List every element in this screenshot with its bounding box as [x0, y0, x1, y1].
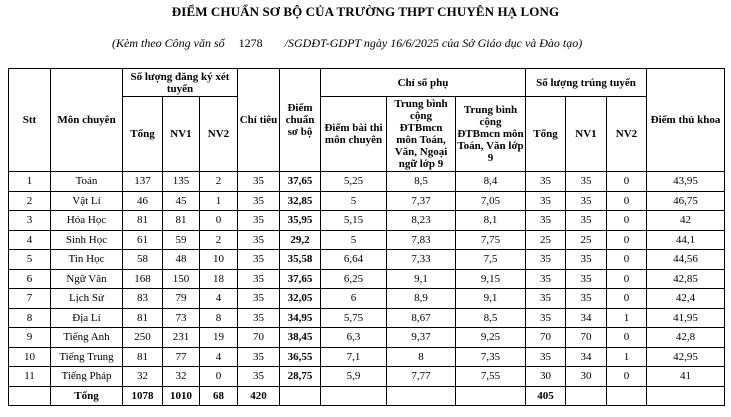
total-tong: 1078	[123, 386, 163, 405]
cell-diem-bai-thi: 5,25	[321, 172, 387, 192]
total-label: Tổng	[51, 386, 123, 405]
cell-trung-tuyen-tong: 35	[526, 347, 566, 367]
header-mon-chuyen: Môn chuyên	[51, 69, 123, 172]
cell-dang-ky-nv2: 1	[200, 191, 238, 211]
cell-chi-tieu: 35	[238, 347, 280, 367]
cell-trung-tuyen-nv2: 0	[607, 211, 647, 231]
cell-stt: 2	[9, 191, 51, 211]
total-nv2: 68	[200, 386, 238, 405]
header-diem-bai-thi: Điểm bài thi môn chuyên	[321, 97, 387, 172]
total-empty	[387, 386, 456, 405]
header-tong: Tổng	[123, 97, 163, 172]
cell-trung-tuyen-nv1: 34	[566, 308, 607, 328]
cell-tb-3-mon: 7,37	[387, 191, 456, 211]
cell-diem-chuan: 32,85	[280, 191, 321, 211]
cell-trung-tuyen-nv2: 0	[607, 230, 647, 250]
score-table	[8, 68, 725, 406]
cell-trung-tuyen-nv1: 35	[566, 172, 607, 192]
cell-dang-ky-nv2: 2	[200, 230, 238, 250]
cell-tb-3-mon: 9,37	[387, 328, 456, 348]
cell-tb-3-mon: 8,67	[387, 308, 456, 328]
cell-dang-ky-nv2: 4	[200, 289, 238, 309]
cell-mon-chuyen: Vật Lí	[51, 191, 123, 211]
cell-chi-tieu: 70	[238, 328, 280, 348]
cell-stt: 9	[9, 328, 51, 348]
cell-mon-chuyen: Tiếng Pháp	[51, 367, 123, 387]
cell-tb-3-mon: 7,33	[387, 250, 456, 270]
cell-dang-ky-nv1: 135	[163, 172, 200, 192]
cell-trung-tuyen-tong: 35	[526, 269, 566, 289]
cell-stt: 8	[9, 308, 51, 328]
cell-stt: 5	[9, 250, 51, 270]
cell-dang-ky-nv1: 32	[163, 367, 200, 387]
cell-tb-3-mon: 8	[387, 347, 456, 367]
document-number: 1278	[238, 36, 263, 50]
cell-stt: 1	[9, 172, 51, 192]
cell-trung-tuyen-tong: 35	[526, 172, 566, 192]
cell-chi-tieu: 35	[238, 269, 280, 289]
cell-thu-khoa: 42,85	[647, 269, 725, 289]
cell-mon-chuyen: Tiếng Trung	[51, 347, 123, 367]
header-chi-tieu: Chỉ tiêu	[238, 69, 280, 172]
cell-diem-bai-thi: 5,75	[321, 308, 387, 328]
total-chi-tieu: 420	[238, 386, 280, 405]
cell-chi-tieu: 35	[238, 308, 280, 328]
cell-trung-tuyen-tong: 35	[526, 289, 566, 309]
cell-trung-tuyen-nv2: 0	[607, 191, 647, 211]
cell-dang-ky-nv1: 77	[163, 347, 200, 367]
cell-dang-ky-tong: 58	[123, 250, 163, 270]
cell-mon-chuyen: Địa Lí	[51, 308, 123, 328]
cell-dang-ky-nv2: 0	[200, 367, 238, 387]
cell-trung-tuyen-tong: 35	[526, 250, 566, 270]
subtitle-suffix: /SGDĐT-GDPT ngày 16/6/2025 của Sở Giáo dục và Đào tạo)	[284, 36, 583, 50]
cell-chi-tieu: 35	[238, 250, 280, 270]
cell-tb-2-mon: 9,1	[456, 289, 526, 309]
table-row	[9, 230, 725, 250]
header-tb-3-mon: Trung bình cộng ĐTBmcn môn Toán, Văn, Ngoại ngữ lớp 9	[387, 97, 456, 172]
cell-diem-chuan: 34,95	[280, 308, 321, 328]
total-empty	[607, 386, 647, 405]
cell-tb-3-mon: 8,23	[387, 211, 456, 231]
header-tb-2-mon: Trung bình cộng ĐTBmcn môn Toán, Văn lớp 9	[456, 97, 526, 172]
cell-trung-tuyen-nv1: 34	[566, 347, 607, 367]
cell-trung-tuyen-tong: 70	[526, 328, 566, 348]
total-trung-tuyen: 405	[526, 386, 566, 405]
cell-diem-chuan: 35,58	[280, 250, 321, 270]
cell-dang-ky-tong: 61	[123, 230, 163, 250]
cell-tb-2-mon: 8,1	[456, 211, 526, 231]
cell-thu-khoa: 44,56	[647, 250, 725, 270]
table-row	[9, 328, 725, 348]
cell-trung-tuyen-nv1: 35	[566, 211, 607, 231]
cell-dang-ky-tong: 32	[123, 367, 163, 387]
header-nv2: NV2	[200, 97, 238, 172]
cell-diem-chuan: 38,45	[280, 328, 321, 348]
header-chi-so-phu: Chỉ số phụ	[321, 69, 526, 97]
cell-stt: 6	[9, 269, 51, 289]
cell-chi-tieu: 35	[238, 367, 280, 387]
cell-dang-ky-nv2: 8	[200, 308, 238, 328]
header-trung-tuyen: Số lượng trúng tuyển	[526, 69, 647, 97]
cell-diem-chuan: 37,65	[280, 172, 321, 192]
header-tt-tong: Tổng	[526, 97, 566, 172]
cell-chi-tieu: 35	[238, 191, 280, 211]
cell-tb-3-mon: 7,83	[387, 230, 456, 250]
cell-tb-2-mon: 9,15	[456, 269, 526, 289]
cell-tb-3-mon: 7,77	[387, 367, 456, 387]
header-thu-khoa: Điểm thủ khoa	[647, 69, 725, 172]
cell-dang-ky-nv2: 10	[200, 250, 238, 270]
cell-dang-ky-nv2: 18	[200, 269, 238, 289]
cell-trung-tuyen-tong: 30	[526, 367, 566, 387]
table-row	[9, 347, 725, 367]
total-empty	[456, 386, 526, 405]
cell-diem-chuan: 28,75	[280, 367, 321, 387]
cell-chi-tieu: 35	[238, 289, 280, 309]
total-empty	[566, 386, 607, 405]
cell-dang-ky-nv1: 45	[163, 191, 200, 211]
cell-tb-2-mon: 8,4	[456, 172, 526, 192]
cell-diem-chuan: 29,2	[280, 230, 321, 250]
cell-diem-bai-thi: 6	[321, 289, 387, 309]
cell-stt: 11	[9, 367, 51, 387]
total-empty	[280, 386, 321, 405]
cell-dang-ky-tong: 250	[123, 328, 163, 348]
table-row	[9, 172, 725, 192]
cell-tb-3-mon: 8,9	[387, 289, 456, 309]
cell-chi-tieu: 35	[238, 211, 280, 231]
cell-diem-bai-thi: 7,1	[321, 347, 387, 367]
cell-thu-khoa: 42,4	[647, 289, 725, 309]
header-tt-nv1: NV1	[566, 97, 607, 172]
cell-dang-ky-nv1: 231	[163, 328, 200, 348]
table-row	[9, 289, 725, 309]
cell-trung-tuyen-nv1: 35	[566, 191, 607, 211]
cell-chi-tieu: 35	[238, 172, 280, 192]
cell-mon-chuyen: Lịch Sử	[51, 289, 123, 309]
cell-dang-ky-nv2: 4	[200, 347, 238, 367]
cell-trung-tuyen-nv1: 70	[566, 328, 607, 348]
cell-trung-tuyen-tong: 35	[526, 211, 566, 231]
subtitle-prefix: (Kèm theo Công văn số	[112, 36, 225, 50]
table-row	[9, 250, 725, 270]
cell-thu-khoa: 42	[647, 211, 725, 231]
cell-trung-tuyen-tong: 35	[526, 308, 566, 328]
cell-tb-2-mon: 7,75	[456, 230, 526, 250]
cell-mon-chuyen: Tiếng Anh	[51, 328, 123, 348]
cell-mon-chuyen: Ngữ Văn	[51, 269, 123, 289]
cell-trung-tuyen-nv1: 30	[566, 367, 607, 387]
page-title: ĐIỂM CHUẨN SƠ BỘ CỦA TRƯỜNG THPT CHUYÊN HẠ LONG	[171, 4, 560, 19]
cell-diem-bai-thi: 5,9	[321, 367, 387, 387]
total-nv1: 1010	[163, 386, 200, 405]
cell-diem-bai-thi: 5	[321, 191, 387, 211]
cell-thu-khoa: 42,8	[647, 328, 725, 348]
cell-dang-ky-nv1: 48	[163, 250, 200, 270]
cell-tb-2-mon: 9,25	[456, 328, 526, 348]
cell-trung-tuyen-nv2: 0	[607, 269, 647, 289]
cell-mon-chuyen: Toán	[51, 172, 123, 192]
cell-tb-2-mon: 7,05	[456, 191, 526, 211]
cell-tb-2-mon: 7,5	[456, 250, 526, 270]
cell-mon-chuyen: Tin Học	[51, 250, 123, 270]
total-row	[9, 386, 725, 405]
cell-dang-ky-tong: 81	[123, 211, 163, 231]
cell-thu-khoa: 44,1	[647, 230, 725, 250]
cell-thu-khoa: 42,95	[647, 347, 725, 367]
cell-thu-khoa: 43,95	[647, 172, 725, 192]
cell-diem-chuan: 35,95	[280, 211, 321, 231]
header-dang-ky: Số lượng đăng ký xét tuyển	[123, 69, 238, 97]
cell-dang-ky-nv2: 0	[200, 211, 238, 231]
cell-diem-chuan: 32,05	[280, 289, 321, 309]
cell-trung-tuyen-nv1: 25	[566, 230, 607, 250]
header-tt-nv2: NV2	[607, 97, 647, 172]
cell-diem-bai-thi: 5,15	[321, 211, 387, 231]
cell-tb-2-mon: 8,5	[456, 308, 526, 328]
header-diem-chuan: Điểm chuẩn sơ bộ	[280, 69, 321, 172]
cell-trung-tuyen-nv1: 35	[566, 269, 607, 289]
cell-dang-ky-tong: 83	[123, 289, 163, 309]
cell-trung-tuyen-tong: 35	[526, 191, 566, 211]
cell-stt: 7	[9, 289, 51, 309]
cell-thu-khoa: 46,75	[647, 191, 725, 211]
total-stt	[9, 386, 51, 405]
cell-thu-khoa: 41,95	[647, 308, 725, 328]
table-row	[9, 211, 725, 231]
cell-stt: 4	[9, 230, 51, 250]
header-stt: Stt	[9, 69, 51, 172]
cell-stt: 10	[9, 347, 51, 367]
cell-trung-tuyen-nv1: 35	[566, 250, 607, 270]
cell-dang-ky-nv2: 19	[200, 328, 238, 348]
cell-dang-ky-tong: 46	[123, 191, 163, 211]
cell-dang-ky-tong: 168	[123, 269, 163, 289]
cell-tb-3-mon: 9,1	[387, 269, 456, 289]
cell-trung-tuyen-tong: 25	[526, 230, 566, 250]
subtitle	[112, 36, 582, 51]
cell-diem-bai-thi: 5	[321, 230, 387, 250]
cell-diem-bai-thi: 6,25	[321, 269, 387, 289]
cell-tb-2-mon: 7,55	[456, 367, 526, 387]
cell-dang-ky-tong: 81	[123, 308, 163, 328]
table-row	[9, 308, 725, 328]
total-empty	[321, 386, 387, 405]
cell-dang-ky-nv1: 150	[163, 269, 200, 289]
table-row	[9, 191, 725, 211]
cell-trung-tuyen-nv2: 1	[607, 308, 647, 328]
cell-trung-tuyen-nv2: 0	[607, 250, 647, 270]
cell-dang-ky-nv1: 59	[163, 230, 200, 250]
cell-stt: 3	[9, 211, 51, 231]
cell-dang-ky-nv1: 79	[163, 289, 200, 309]
cell-trung-tuyen-nv2: 0	[607, 328, 647, 348]
cell-mon-chuyen: Hóa Học	[51, 211, 123, 231]
cell-trung-tuyen-nv2: 0	[607, 172, 647, 192]
cell-tb-2-mon: 7,35	[456, 347, 526, 367]
cell-dang-ky-nv1: 81	[163, 211, 200, 231]
cell-dang-ky-tong: 81	[123, 347, 163, 367]
total-empty	[647, 386, 725, 405]
cell-diem-bai-thi: 6,64	[321, 250, 387, 270]
cell-trung-tuyen-nv2: 1	[607, 347, 647, 367]
cell-thu-khoa: 41	[647, 367, 725, 387]
cell-diem-chuan: 37,65	[280, 269, 321, 289]
table-row	[9, 367, 725, 387]
cell-tb-3-mon: 8,5	[387, 172, 456, 192]
cell-dang-ky-nv1: 73	[163, 308, 200, 328]
cell-mon-chuyen: Sinh Học	[51, 230, 123, 250]
cell-diem-bai-thi: 6,3	[321, 328, 387, 348]
cell-dang-ky-tong: 137	[123, 172, 163, 192]
cell-trung-tuyen-nv2: 0	[607, 367, 647, 387]
cell-trung-tuyen-nv2: 0	[607, 289, 647, 309]
header-nv1: NV1	[163, 97, 200, 172]
table-row	[9, 269, 725, 289]
cell-diem-chuan: 36,55	[280, 347, 321, 367]
cell-trung-tuyen-nv1: 35	[566, 289, 607, 309]
cell-chi-tieu: 35	[238, 230, 280, 250]
cell-dang-ky-nv2: 2	[200, 172, 238, 192]
